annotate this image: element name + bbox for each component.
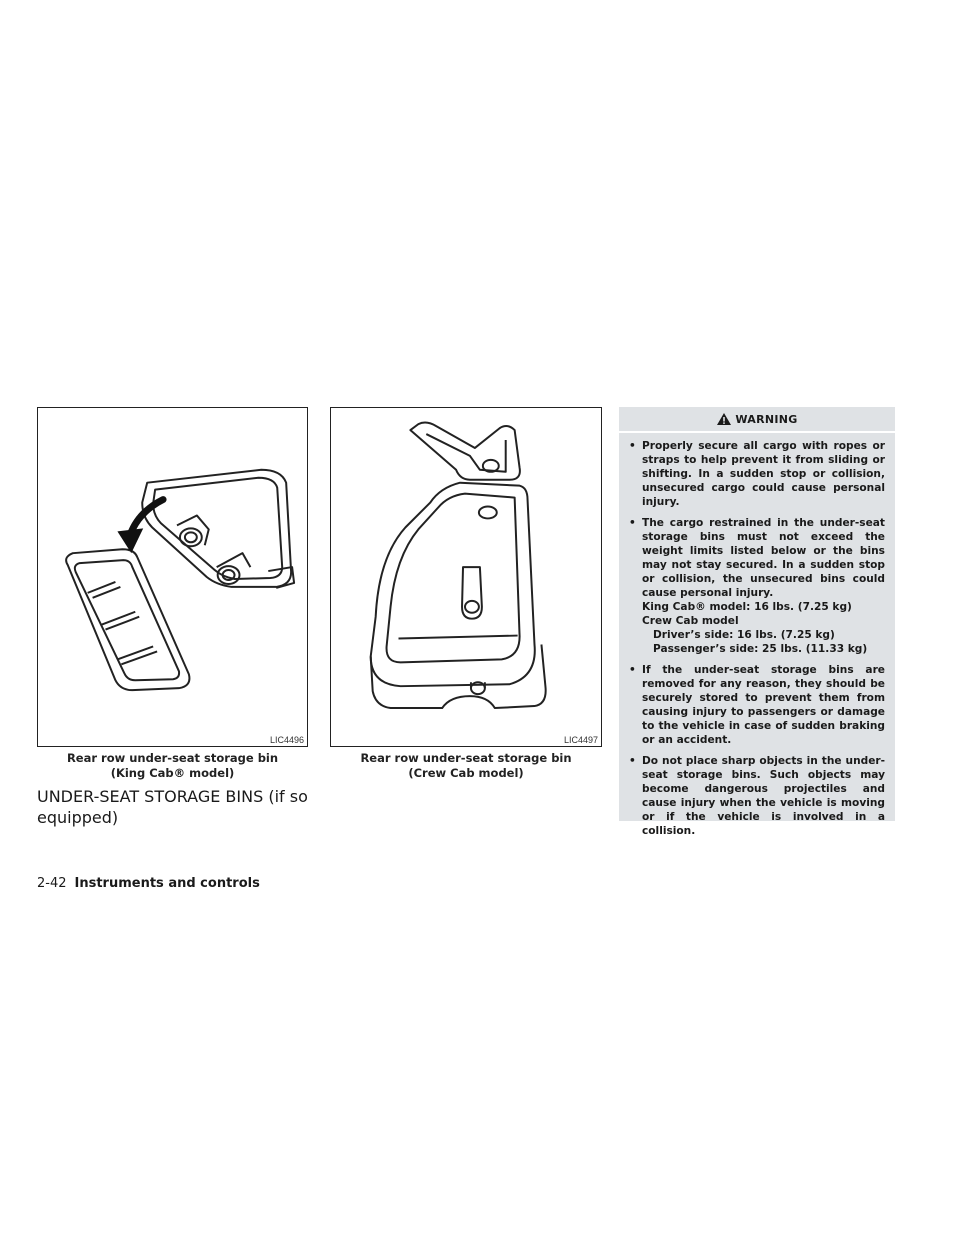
figure-code: LIC4496 bbox=[269, 735, 304, 745]
warning-item-text: Properly secure all cargo with ropes or straps to help prevent it from sliding or shifting. In a sudden stop or collision, unsecured cargo could cause personal injury. bbox=[642, 440, 885, 508]
caption-line: (King Cab® model) bbox=[110, 766, 235, 780]
figure-caption bbox=[330, 751, 602, 781]
limit-king-cab: King Cab® model: 16 lbs. (7.25 kg) bbox=[642, 601, 852, 613]
warning-item bbox=[629, 516, 885, 656]
warning-item-text: If the under-seat storage bins are removed for any reason, they should be securely stored to prevent them from causing injury to passengers or damage to the vehicle in case of sudden braking or an accident. bbox=[642, 664, 885, 746]
figure-king-cab-bin bbox=[37, 407, 308, 747]
limit-crew-cab: Crew Cab model bbox=[642, 615, 739, 627]
caption-line: Rear row under-seat storage bin bbox=[66, 751, 279, 765]
page-number: 2-42 bbox=[37, 876, 67, 891]
limit-passenger-side: Passenger’s side: 25 lbs. (11.33 kg) bbox=[653, 643, 868, 655]
warning-item bbox=[629, 663, 885, 747]
page-footer bbox=[37, 876, 260, 891]
warning-box bbox=[619, 407, 895, 837]
warning-header bbox=[619, 407, 895, 433]
king-cab-bin-illustration bbox=[38, 408, 307, 746]
warning-item bbox=[629, 439, 885, 509]
warning-list bbox=[619, 439, 895, 838]
figure-caption bbox=[37, 751, 308, 781]
chapter-title: Instruments and controls bbox=[74, 876, 260, 891]
caption-line: Rear row under-seat storage bin bbox=[360, 751, 572, 765]
figure-code: LIC4497 bbox=[563, 735, 598, 745]
crew-cab-bin-illustration bbox=[331, 408, 601, 746]
warning-triangle-icon bbox=[716, 412, 732, 426]
limit-driver-side: Driver’s side: 16 lbs. (7.25 kg) bbox=[653, 629, 835, 641]
warning-item-text: The cargo restrained in the under-seat storage bins must not exceed the weight limits listed below or the bins may not stay secured. In a sudden stop or collision, the unsecured bins could cause personal injury. bbox=[642, 517, 885, 599]
section-heading: UNDER-SEAT STORAGE BINS (if so equipped) bbox=[37, 787, 308, 827]
figure-crew-cab-bin bbox=[330, 407, 602, 747]
warning-item bbox=[629, 754, 885, 838]
caption-line: (Crew Cab model) bbox=[408, 766, 524, 780]
warning-title: WARNING bbox=[735, 412, 798, 426]
warning-item-text: Do not place sharp objects in the under-seat storage bins. Such objects may become dangerous projectiles and cause injury when the vehicle is moving or if the vehicle is involved in a collision. bbox=[642, 755, 885, 837]
